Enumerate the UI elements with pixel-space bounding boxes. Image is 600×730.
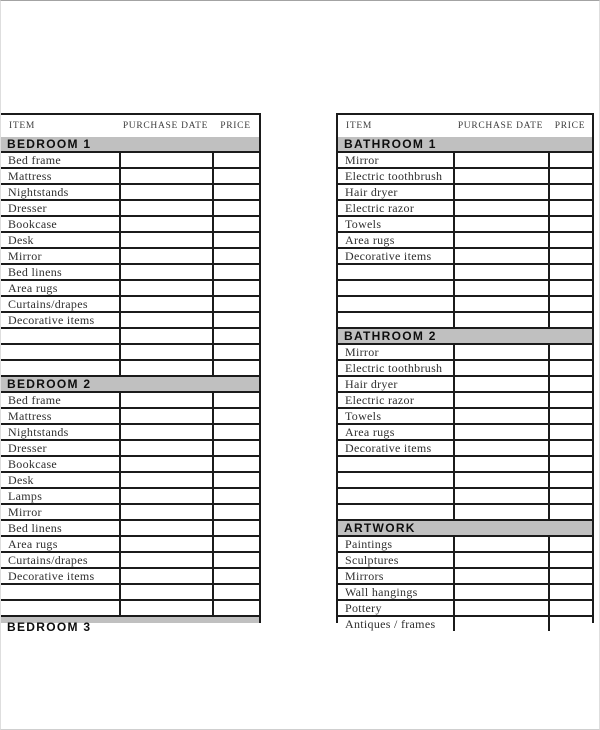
price-cell xyxy=(212,217,259,231)
price-cell xyxy=(548,601,592,615)
table-row xyxy=(1,217,259,233)
table-row xyxy=(1,153,259,169)
price-cell xyxy=(212,297,259,311)
item-cell xyxy=(338,489,453,503)
table-row xyxy=(338,553,592,569)
item-cell xyxy=(338,313,453,327)
price-cell xyxy=(212,201,259,215)
table-row xyxy=(338,153,592,169)
purchase-date-cell xyxy=(119,361,212,375)
purchase-date-cell xyxy=(119,329,212,343)
table-row xyxy=(1,249,259,265)
table-row xyxy=(338,345,592,361)
table-row xyxy=(1,265,259,281)
purchase-date-cell xyxy=(119,553,212,567)
table-row xyxy=(338,585,592,601)
price-cell xyxy=(548,361,592,375)
purchase-date-cell xyxy=(453,569,548,583)
item-cell: Mirror xyxy=(8,505,42,519)
price-cell xyxy=(548,185,592,199)
table-row xyxy=(1,201,259,217)
purchase-date-cell xyxy=(119,505,212,519)
table-row xyxy=(1,185,259,201)
purchase-date-cell xyxy=(453,505,548,519)
inventory-table-bathrooms-artwork xyxy=(336,113,594,631)
item-cell: Decorative items xyxy=(8,313,95,327)
purchase-date-cell xyxy=(453,297,548,311)
item-cell xyxy=(1,329,119,343)
section-header: BEDROOM 2 xyxy=(1,377,259,393)
item-cell: Mattress xyxy=(8,409,52,423)
purchase-date-cell xyxy=(453,409,548,423)
item-cell: Mirrors xyxy=(345,569,384,583)
item-cell: Mattress xyxy=(8,169,52,183)
table-row-empty xyxy=(338,297,592,313)
purchase-date-cell xyxy=(453,153,548,167)
price-cell xyxy=(212,457,259,471)
purchase-date-cell xyxy=(453,585,548,599)
price-cell xyxy=(212,169,259,183)
price-cell xyxy=(212,265,259,279)
column-header-item: ITEM xyxy=(9,121,36,131)
price-cell xyxy=(548,585,592,599)
item-cell: Towels xyxy=(345,217,382,231)
column-header-row xyxy=(338,115,592,137)
section-header: ARTWORK xyxy=(338,521,592,537)
price-cell xyxy=(548,489,592,503)
table-row-empty xyxy=(338,473,592,489)
item-cell: Bed linens xyxy=(8,265,62,279)
item-cell: Lamps xyxy=(8,489,43,503)
price-cell xyxy=(212,473,259,487)
purchase-date-cell xyxy=(119,201,212,215)
inventory-table-bedrooms xyxy=(1,113,261,634)
table-row xyxy=(338,569,592,585)
item-cell: Paintings xyxy=(345,537,393,551)
purchase-date-cell xyxy=(119,489,212,503)
table-row-clipped xyxy=(338,617,592,631)
item-cell: Mirror xyxy=(345,153,379,167)
item-cell: Bookcase xyxy=(8,457,58,471)
purchase-date-cell xyxy=(453,169,548,183)
price-cell xyxy=(212,393,259,407)
price-cell xyxy=(548,377,592,391)
column-header-purchase-date: PURCHASE DATE xyxy=(457,121,544,131)
item-cell xyxy=(338,281,453,295)
purchase-date-cell xyxy=(119,441,212,455)
section-header: BATHROOM 1 xyxy=(338,137,592,153)
purchase-date-cell xyxy=(453,617,548,631)
purchase-date-cell xyxy=(119,313,212,327)
item-cell: Decorative items xyxy=(345,249,432,263)
purchase-date-cell xyxy=(119,457,212,471)
item-cell: Hair dryer xyxy=(345,185,398,199)
table-row xyxy=(1,313,259,329)
price-cell xyxy=(548,281,592,295)
item-cell: Sculptures xyxy=(345,553,399,567)
purchase-date-cell xyxy=(453,281,548,295)
purchase-date-cell xyxy=(119,281,212,295)
price-cell xyxy=(212,521,259,535)
section-header: BEDROOM 1 xyxy=(1,137,259,153)
table-row-empty xyxy=(1,329,259,345)
price-cell xyxy=(548,153,592,167)
table-row xyxy=(1,409,259,425)
price-cell xyxy=(548,169,592,183)
item-cell: Bed frame xyxy=(8,393,62,407)
price-cell xyxy=(212,441,259,455)
purchase-date-cell xyxy=(119,409,212,423)
table-row xyxy=(1,441,259,457)
item-cell xyxy=(1,361,119,375)
price-cell xyxy=(212,409,259,423)
price-cell xyxy=(548,201,592,215)
purchase-date-cell xyxy=(119,169,212,183)
item-cell: Hair dryer xyxy=(345,377,398,391)
table-row xyxy=(1,425,259,441)
price-cell xyxy=(212,569,259,583)
price-cell xyxy=(548,233,592,247)
purchase-date-cell xyxy=(453,425,548,439)
table-row xyxy=(1,553,259,569)
item-cell xyxy=(338,297,453,311)
column-header-item: ITEM xyxy=(346,121,373,131)
purchase-date-cell xyxy=(453,313,548,327)
item-cell: Bed linens xyxy=(8,521,62,535)
item-cell: Bed frame xyxy=(8,153,62,167)
table-row xyxy=(1,281,259,297)
purchase-date-cell xyxy=(119,185,212,199)
table-row xyxy=(1,537,259,553)
item-cell: Electric toothbrush xyxy=(345,169,443,183)
purchase-date-cell xyxy=(119,345,212,359)
item-cell: Area rugs xyxy=(8,281,58,295)
column-header-purchase-date: PURCHASE DATE xyxy=(122,121,209,131)
section-header: BEDROOM 3 xyxy=(1,617,259,623)
price-cell xyxy=(548,393,592,407)
item-cell: Nightstands xyxy=(8,185,69,199)
section-header: BATHROOM 2 xyxy=(338,329,592,345)
purchase-date-cell xyxy=(453,265,548,279)
purchase-date-cell xyxy=(453,249,548,263)
table-row xyxy=(1,505,259,521)
purchase-date-cell xyxy=(453,217,548,231)
price-cell xyxy=(548,265,592,279)
item-cell: Dresser xyxy=(8,201,47,215)
price-cell xyxy=(212,553,259,567)
table-row xyxy=(1,169,259,185)
price-cell xyxy=(212,489,259,503)
table-row-empty xyxy=(1,585,259,601)
purchase-date-cell xyxy=(453,377,548,391)
column-header-price: PRICE xyxy=(554,121,586,131)
price-cell xyxy=(548,345,592,359)
price-cell xyxy=(548,217,592,231)
purchase-date-cell xyxy=(453,393,548,407)
purchase-date-cell xyxy=(119,473,212,487)
table-row-empty xyxy=(338,505,592,521)
purchase-date-cell xyxy=(453,489,548,503)
table-row-empty xyxy=(338,281,592,297)
purchase-date-cell xyxy=(453,233,548,247)
price-cell xyxy=(212,329,259,343)
item-cell: Electric razor xyxy=(345,393,415,407)
price-cell xyxy=(212,361,259,375)
price-cell xyxy=(212,153,259,167)
purchase-date-cell xyxy=(119,585,212,599)
price-cell xyxy=(548,457,592,471)
purchase-date-cell xyxy=(119,233,212,247)
item-cell xyxy=(338,473,453,487)
item-cell xyxy=(338,505,453,519)
purchase-date-cell xyxy=(119,537,212,551)
price-cell xyxy=(548,473,592,487)
purchase-date-cell xyxy=(453,553,548,567)
price-cell xyxy=(548,313,592,327)
price-cell xyxy=(548,617,592,631)
price-cell xyxy=(548,553,592,567)
price-cell xyxy=(548,409,592,423)
purchase-date-cell xyxy=(453,457,548,471)
price-cell xyxy=(212,425,259,439)
purchase-date-cell xyxy=(453,441,548,455)
table-row xyxy=(338,201,592,217)
table-row xyxy=(338,169,592,185)
item-cell: Electric razor xyxy=(345,201,415,215)
table-row-empty xyxy=(338,313,592,329)
item-cell: Area rugs xyxy=(8,537,58,551)
purchase-date-cell xyxy=(453,345,548,359)
table-row-empty xyxy=(338,457,592,473)
purchase-date-cell xyxy=(119,297,212,311)
table-row xyxy=(1,521,259,537)
purchase-date-cell xyxy=(119,393,212,407)
purchase-date-cell xyxy=(119,425,212,439)
purchase-date-cell xyxy=(453,601,548,615)
price-cell xyxy=(212,313,259,327)
purchase-date-cell xyxy=(119,217,212,231)
price-cell xyxy=(548,249,592,263)
purchase-date-cell xyxy=(453,201,548,215)
table-row xyxy=(338,425,592,441)
table-row xyxy=(1,489,259,505)
item-cell: Decorative items xyxy=(8,569,95,583)
purchase-date-cell xyxy=(453,537,548,551)
price-cell xyxy=(212,233,259,247)
column-header-row xyxy=(1,115,259,137)
item-cell: Mirror xyxy=(345,345,379,359)
purchase-date-cell xyxy=(453,361,548,375)
price-cell xyxy=(548,441,592,455)
purchase-date-cell xyxy=(119,569,212,583)
item-cell xyxy=(1,601,119,615)
purchase-date-cell xyxy=(119,249,212,263)
price-cell xyxy=(212,185,259,199)
purchase-date-cell xyxy=(453,473,548,487)
item-cell: Antiques / frames xyxy=(345,617,436,631)
purchase-date-cell xyxy=(119,265,212,279)
table-row xyxy=(338,249,592,265)
table-row xyxy=(338,377,592,393)
item-cell: Area rugs xyxy=(345,425,395,439)
purchase-date-cell xyxy=(119,153,212,167)
table-row xyxy=(338,393,592,409)
table-row xyxy=(1,393,259,409)
item-cell: Desk xyxy=(8,233,34,247)
item-cell: Bookcase xyxy=(8,217,58,231)
item-cell: Electric toothbrush xyxy=(345,361,443,375)
table-row-empty xyxy=(338,489,592,505)
table-row-empty xyxy=(338,265,592,281)
table-row xyxy=(338,441,592,457)
price-cell xyxy=(212,505,259,519)
table-row xyxy=(338,537,592,553)
price-cell xyxy=(548,297,592,311)
table-row xyxy=(338,361,592,377)
item-cell: Mirror xyxy=(8,249,42,263)
item-cell: Pottery xyxy=(345,601,382,615)
table-row-empty xyxy=(1,601,259,617)
price-cell xyxy=(548,537,592,551)
item-cell: Curtains/drapes xyxy=(8,297,88,311)
item-cell xyxy=(338,457,453,471)
table-row xyxy=(338,601,592,617)
item-cell: Desk xyxy=(8,473,34,487)
price-cell xyxy=(212,249,259,263)
table-row xyxy=(1,569,259,585)
purchase-date-cell xyxy=(119,601,212,615)
purchase-date-cell xyxy=(119,521,212,535)
price-cell xyxy=(212,601,259,615)
table-row-empty xyxy=(1,345,259,361)
item-cell xyxy=(338,265,453,279)
table-row xyxy=(338,233,592,249)
table-row xyxy=(1,233,259,249)
table-row xyxy=(338,185,592,201)
table-row xyxy=(338,217,592,233)
table-row xyxy=(1,297,259,313)
item-cell: Wall hangings xyxy=(345,585,418,599)
table-row xyxy=(1,457,259,473)
price-cell xyxy=(212,345,259,359)
column-header-price: PRICE xyxy=(220,121,251,131)
item-cell: Decorative items xyxy=(345,441,432,455)
item-cell: Nightstands xyxy=(8,425,69,439)
price-cell xyxy=(548,569,592,583)
item-cell: Curtains/drapes xyxy=(8,553,88,567)
item-cell xyxy=(1,585,119,599)
price-cell xyxy=(548,425,592,439)
item-cell: Area rugs xyxy=(345,233,395,247)
purchase-date-cell xyxy=(453,185,548,199)
table-row xyxy=(338,409,592,425)
item-cell: Towels xyxy=(345,409,382,423)
price-cell xyxy=(212,281,259,295)
price-cell xyxy=(212,537,259,551)
table-row xyxy=(1,473,259,489)
table-row-empty xyxy=(1,361,259,377)
price-cell xyxy=(548,505,592,519)
item-cell xyxy=(1,345,119,359)
item-cell: Dresser xyxy=(8,441,47,455)
price-cell xyxy=(212,585,259,599)
